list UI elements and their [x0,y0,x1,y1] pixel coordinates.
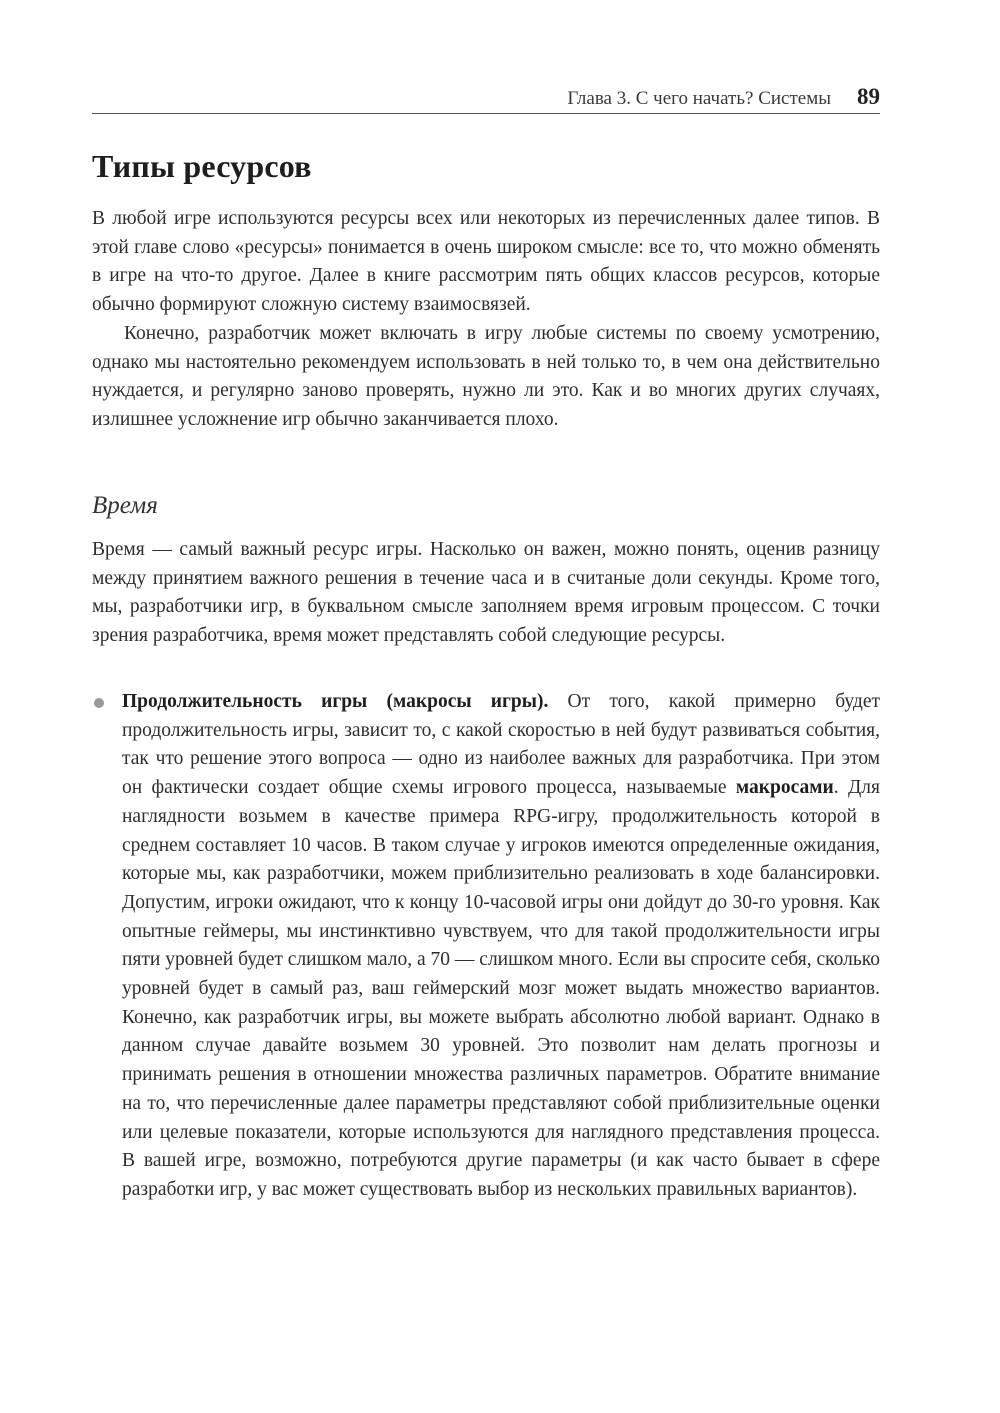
paragraph: Конечно, разработчик может включать в игру любые системы по своему усмотрению, однако мы настоятельно рекомендуем использовать в ней только то, в чем она действительно нуждается, и регулярно заново проверять, нужно ли это. Как и во многих других случаях, излишнее усложнение игр обычно заканчивается плохо. [92,322,880,430]
bullet-lead: Продолжительность игры (макросы игры). [122,691,549,712]
bullet-list [92,688,880,1205]
bullet-paragraph [122,688,880,1205]
paragraph: В любой игре используются ресурсы всех или некоторых из перечисленных далее типов. В этой главе слово «ресурсы» понимается в очень широком смысле: все то, что можно обменять в игре на что-то другое. Далее в книге рассмотрим пять общих классов ресурсов, которые обычно формируют сложную систему взаимосвязей. [92,208,880,316]
paragraph: Время — самый важный ресурс игры. Насколько он важен, можно понять, оценив разницу между принятием важного решения в течение часа и в считаные доли секунды. Кроме того, мы, разработчики игр, в буквальном смысле заполняем время игровым процессом. С точки зрения разработчика, время может представлять собой следующие ресурсы. [92,539,880,647]
bullet-term: макросами [735,777,834,799]
bullet-text: От того, какой примерно будет продолжительность игры, зависит то, с какой скоростью в ней будут развиваться события, так что решение этого вопроса — одно из наиболее важных для разработчика. При этом он фактически создает общие схемы игрового процесса, называемые [122,691,881,799]
running-header [92,84,880,114]
bullet-text: . Для наглядности возьмем в качестве примера RPG-игру, продолжительность которой в среднем составляет 10 часов. В таком случае у игроков имеются определенные ожидания, которые мы, как разработчики, можем приблизительно реализовать в ходе балансировки. Допустим, игроки ожидают, что к концу 10-часовой игры они дойдут до 30-го уровня. Как опытные геймеры, мы инстинктивно чувствуем, что для такой продолжительности игры пяти уровней будет слишком мало, а 70 — слишком много. Если вы спросите себя, сколько уровней будет в самый раз, ваш геймерский мозг может выдать множество вариантов. Конечно, как разработчик игры, вы можете выбрать абсолютно любой вариант. Однако в данном случае давайте возьмем 30 уровней. Это позволит нам делать прогнозы и принимать решения в отношении множества различных параметров. Обратите внимание на то, что перечисленные далее параметры представляют собой приблизительные оценки или целевые показатели, которые используются для наглядного представления процесса. В вашей игре, возможно, потребуются другие параметры (и как часто бывает в сфере разработки игр, у вас может существовать выбор из нескольких правильных вариантов). [122,777,880,1200]
chapter-title: Глава 3. С чего начать? Системы [567,88,831,109]
bullet-dot-icon [94,698,104,708]
time-text [92,536,880,651]
intro-text [92,205,880,435]
section-title: Типы ресурсов [92,148,312,184]
subsection-title: Время [92,492,158,519]
page-number: 89 [857,84,880,109]
list-item [92,688,880,1205]
book-page [92,0,880,1413]
